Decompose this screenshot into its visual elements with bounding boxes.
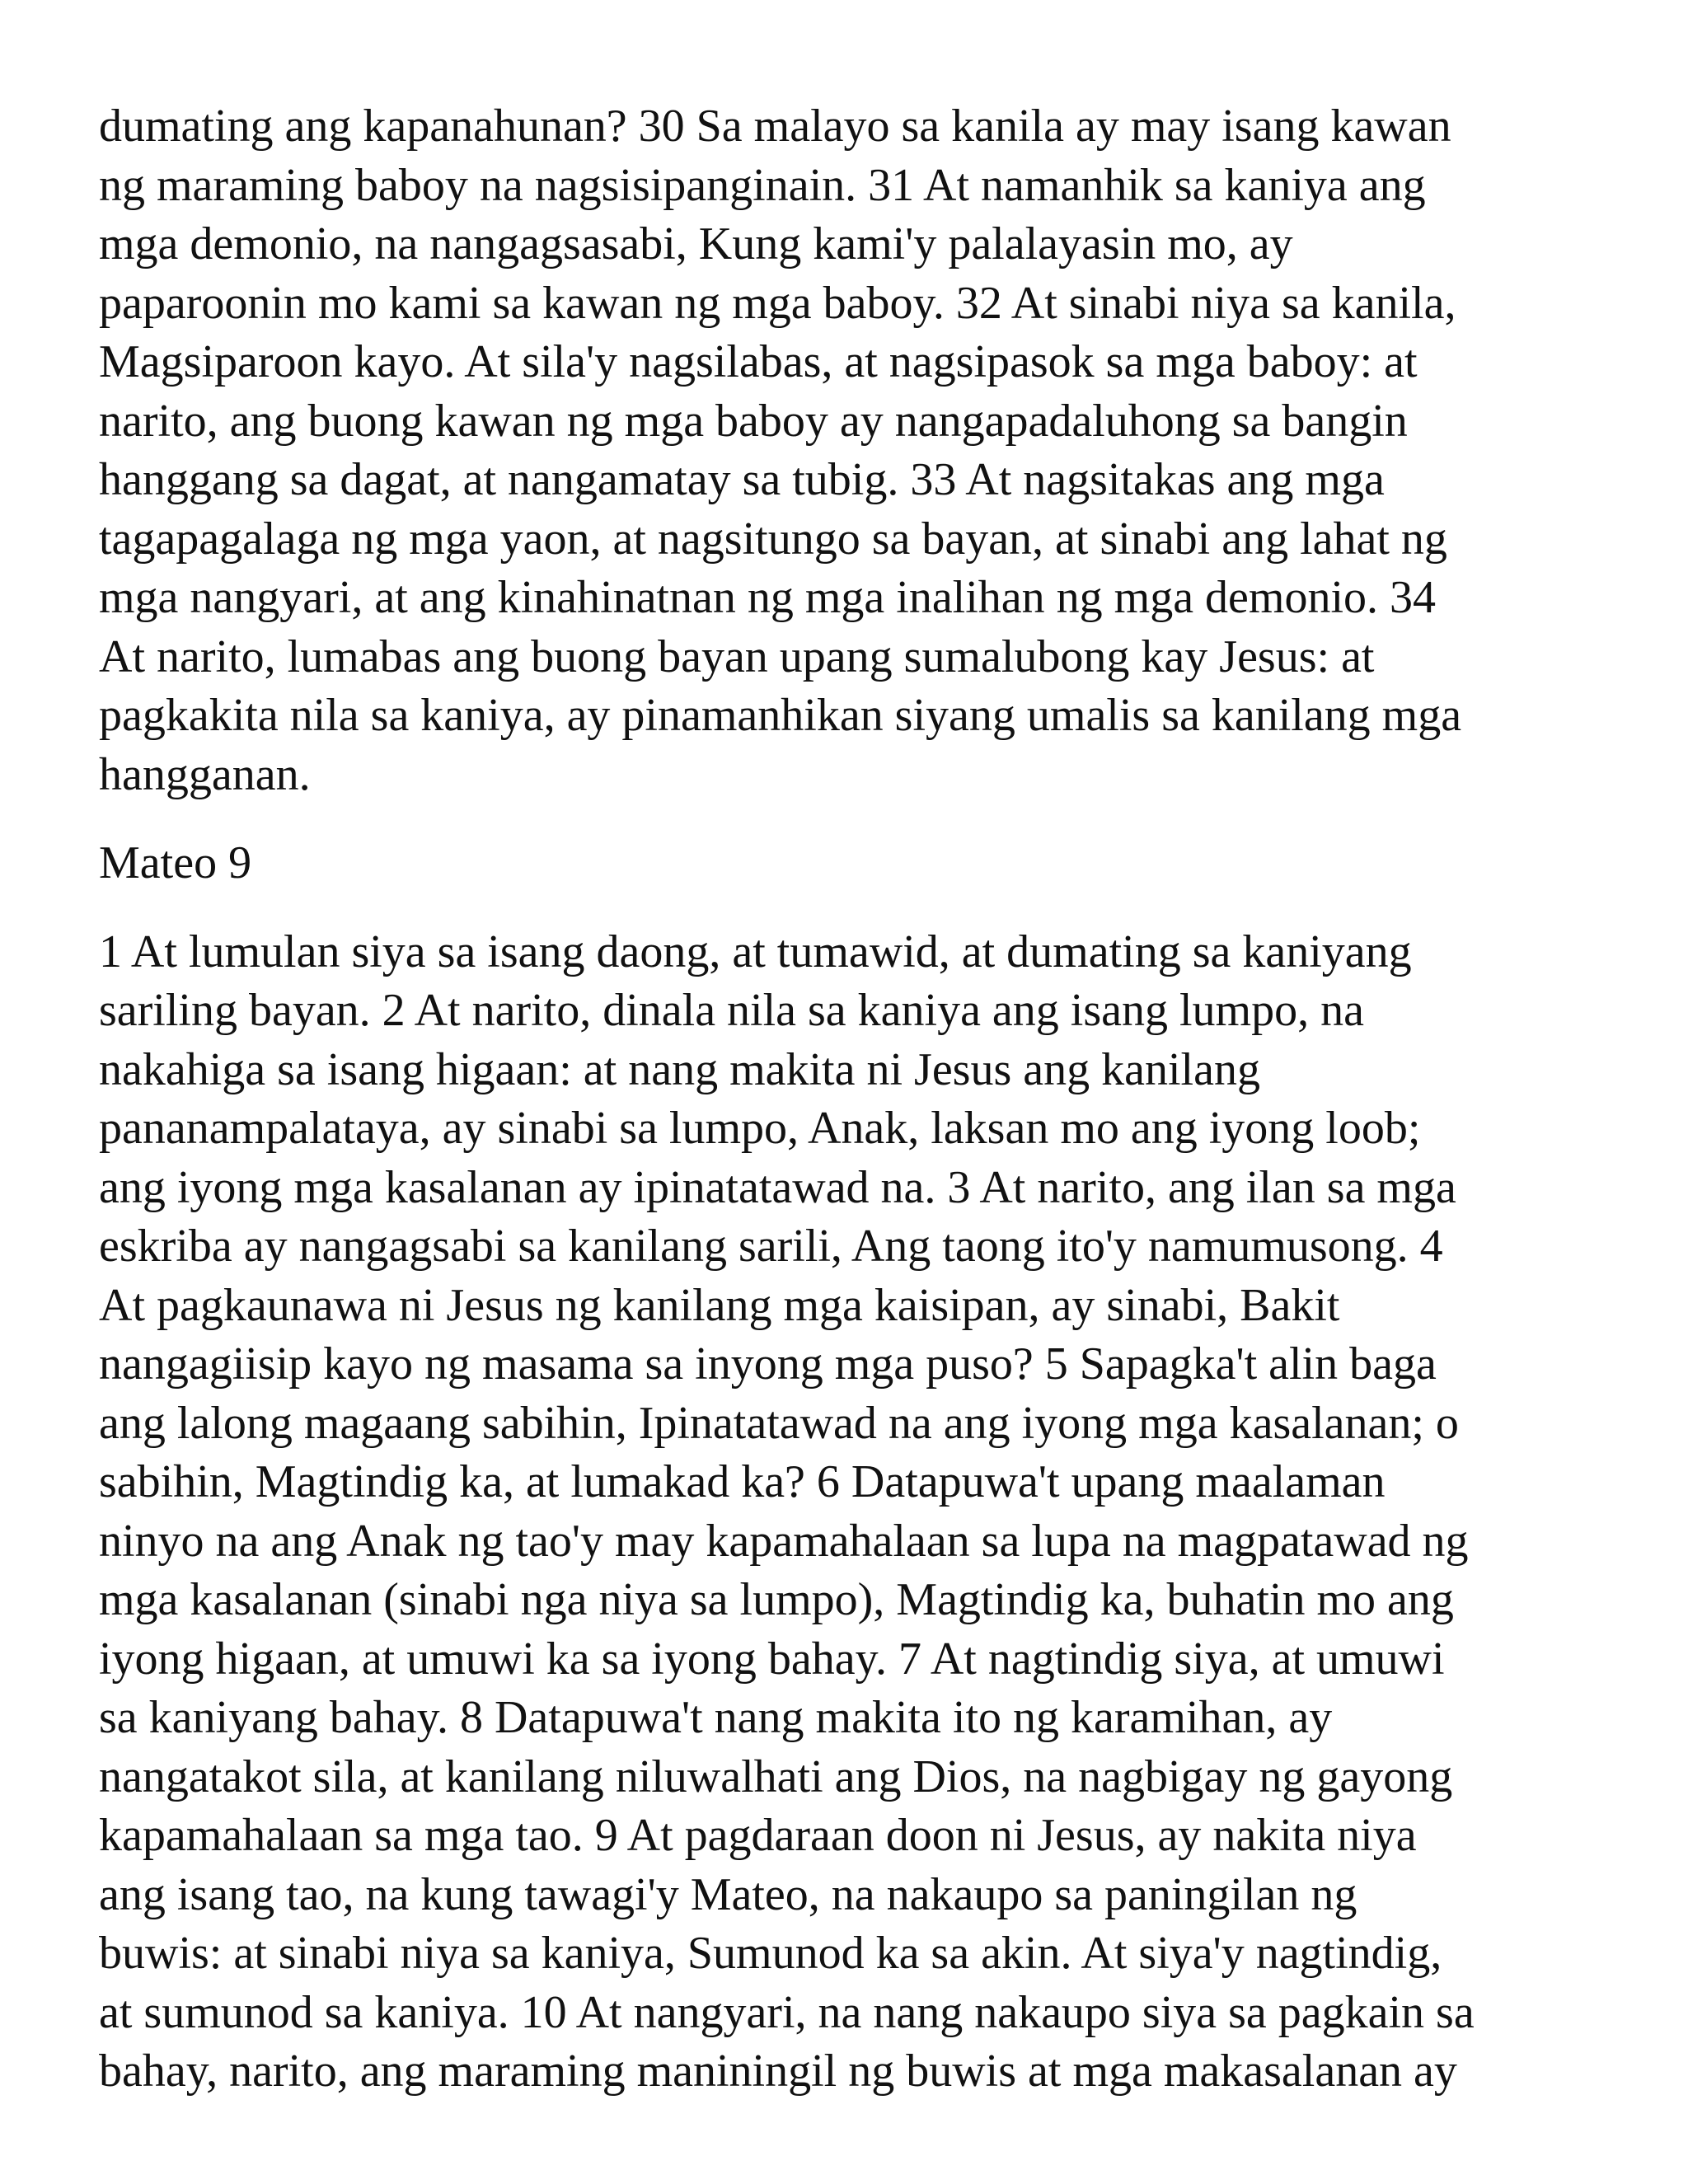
paragraph-spacer xyxy=(99,893,1599,923)
text-line: ang iyong mga kasalanan ay ipinatatawad na. 3 At narito, ang ilan sa mga xyxy=(99,1161,1456,1213)
text-line: eskriba ay nangagsabi sa kanilang sarili, Ang taong ito'y namumusong. 4 xyxy=(99,1221,1443,1272)
text-line: hangganan. xyxy=(99,748,311,800)
text-line: narito, ang buong kawan ng mga baboy ay nangapadaluhong sa bangin xyxy=(99,395,1408,447)
text-line: dumating ang kapanahunan? 30 Sa malayo sa kanila ay may isang kawan xyxy=(99,101,1451,152)
text-line: sabihin, Magtindig ka, at lumakad ka? 6 Datapuwa't upang maalaman xyxy=(99,1456,1386,1507)
text-line: at sumunod sa kaniya. 10 At nangyari, na nang nakaupo siya sa pagkain sa xyxy=(99,1986,1475,2038)
text-line: Magsiparoon kayo. At sila'y nagsilabas, at nagsipasok sa mga baboy: at xyxy=(99,336,1418,387)
document-page xyxy=(99,97,1599,2102)
text-line: ang lalong magaang sabihin, Ipinatatawad na ang iyong mga kasalanan; o xyxy=(99,1397,1459,1449)
text-line: paparoonin mo kami sa kawan ng mga baboy. 32 At sinabi niya sa kanila, xyxy=(99,277,1456,329)
text-line: mga demonio, na nangagsasabi, Kung kami'y palalayasin mo, ay xyxy=(99,218,1293,269)
paragraph-matthew-8-end xyxy=(99,97,1599,804)
text-line: tagapagalaga ng mga yaon, at nagsitungo sa bayan, at sinabi ang lahat ng xyxy=(99,513,1447,565)
text-line: pagkakita nila sa kaniya, ay pinamanhikan siyang umalis sa kanilang mga xyxy=(99,690,1462,741)
paragraph-spacer xyxy=(99,804,1599,834)
text-line: kapamahalaan sa mga tao. 9 At pagdaraan doon ni Jesus, ay nakita niya xyxy=(99,1810,1417,1861)
text-line: 1 At lumulan siya sa isang daong, at tumawid, at dumating sa kaniyang xyxy=(99,926,1412,977)
text-line: nakahiga sa isang higaan: at nang makita ni Jesus ang kanilang xyxy=(99,1043,1260,1095)
paragraph-matthew-9 xyxy=(99,923,1599,2102)
text-line: sa kaniyang bahay. 8 Datapuwa't nang makita ito ng karamihan, ay xyxy=(99,1692,1333,1743)
text-line: ng maraming baboy na nagsisipanginain. 31 At namanhik sa kaniya ang xyxy=(99,159,1426,211)
text-line: nangatakot sila, at kanilang niluwalhati ang Dios, na nagbigay ng gayong xyxy=(99,1750,1453,1802)
text-line: mga kasalanan (sinabi nga niya sa lumpo), Magtindig ka, buhatin mo ang xyxy=(99,1574,1454,1625)
text-line: ninyo na ang Anak ng tao'y may kapamahalaan sa lupa na magpatawad ng xyxy=(99,1515,1469,1567)
text-line: ang isang tao, na kung tawagi'y Mateo, na nakaupo sa paningilan ng xyxy=(99,1868,1357,1920)
text-line: buwis: at sinabi niya sa kaniya, Sumunod ka sa akin. At siya'y nagtindig, xyxy=(99,1928,1442,1979)
text-line: nangagiisip kayo ng masama sa inyong mga puso? 5 Sapagka't alin baga xyxy=(99,1338,1437,1390)
text-line: mga nangyari, at ang kinahinatnan ng mga inalihan ng mga demonio. 34 xyxy=(99,572,1437,623)
text-line: hanggang sa dagat, at nangamatay sa tubig. 33 At nagsitakas ang mga xyxy=(99,454,1385,505)
text-line: sariling bayan. 2 At narito, dinala nila sa kaniya ang isang lumpo, na xyxy=(99,985,1364,1036)
text-line: At narito, lumabas ang buong bayan upang sumalubong kay Jesus: at xyxy=(99,630,1375,682)
text-line: iyong higaan, at umuwi ka sa iyong bahay. 7 At nagtindig siya, at umuwi xyxy=(99,1633,1445,1685)
text-line: pananampalataya, ay sinabi sa lumpo, Anak, laksan mo ang iyong loob; xyxy=(99,1103,1421,1154)
text-line: At pagkaunawa ni Jesus ng kanilang mga kaisipan, ay sinabi, Bakit xyxy=(99,1279,1340,1331)
chapter-heading: Mateo 9 xyxy=(99,837,252,888)
text-line: bahay, narito, ang maraming maniningil ng buwis at mga makasalanan ay xyxy=(99,2046,1457,2097)
